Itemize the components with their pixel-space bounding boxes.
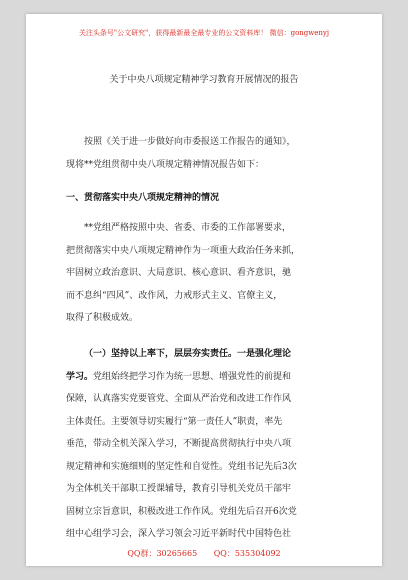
document-title: 关于中央八项规定精神学习教育开展情况的报告 bbox=[109, 75, 299, 85]
paragraph-line bbox=[66, 366, 352, 389]
qq-number: QQ：535304092 bbox=[213, 549, 281, 558]
paragraph-line: 而不息纠“四风”、改作风，力戒形式主义、官僚主义， bbox=[66, 290, 283, 301]
paragraph-line: **党组严格按照中央、省委、市委的工作部署要求， bbox=[84, 223, 292, 233]
subsection-heading-continued: 学习。 bbox=[66, 371, 94, 382]
paragraph-line: 为全体机关干部职工授课辅导，教育引导机关党员干部牢 bbox=[66, 484, 292, 494]
qq-group: QQ群：30265665 bbox=[127, 549, 198, 558]
intro-paragraph bbox=[66, 131, 352, 176]
subsection-heading: （一）坚持以上率下，层层夯实责任。一是强化理论 bbox=[84, 349, 292, 359]
paragraph-line: 取得了积极成效。 bbox=[66, 313, 139, 323]
document-page bbox=[26, 14, 382, 566]
paragraph-line: 牢固树立政治意识、大局意识、核心意识、看齐意识，驰 bbox=[66, 268, 292, 278]
intro-line: 现将**党组贯彻中央八项规定精神情况报告如下： bbox=[66, 159, 265, 170]
paragraph-line: 主体责任。主要领导切实履行“第一责任人”职责，率先 bbox=[66, 416, 283, 427]
paragraph-line: 保障，认真落实党要管党、全面从严治党和改进工作作风 bbox=[66, 394, 292, 404]
paragraph-line: 规定精神和实施细则的坚定性和自觉性。党组书记先后3次 bbox=[66, 461, 297, 472]
intro-line: 按照《关于进一步做好向市委报送工作报告的通知》， bbox=[84, 137, 296, 147]
paragraph-text: 党组始终把学习作为统一思想、增强党性的前提和 bbox=[93, 371, 292, 382]
paragraph-line: 垂范，带动全机关深入学习，不断提高贯彻执行中央八项 bbox=[66, 439, 292, 449]
paragraph-line: 固树立宗旨意识，积极改进工作作风。党组先后召开6次党 bbox=[66, 506, 297, 517]
section-heading-1: 一、贯彻落实中央八项规定精神的情况 bbox=[66, 193, 220, 203]
paragraph-1 bbox=[66, 217, 352, 330]
footer-contact bbox=[26, 549, 382, 559]
paragraph-line: 组中心组学习会，深入学习领会习近平新时代中国特色社 bbox=[66, 529, 292, 539]
header-banner: 关注头条号"公文研究"，获得最新最全最专业的公文资料库！ 微信：gongwenyj bbox=[78, 29, 330, 37]
paragraph-line: 把贯彻落实中央八项规定精神作为一项重大政治任务来抓， bbox=[66, 245, 301, 256]
paragraph-2 bbox=[66, 343, 352, 546]
